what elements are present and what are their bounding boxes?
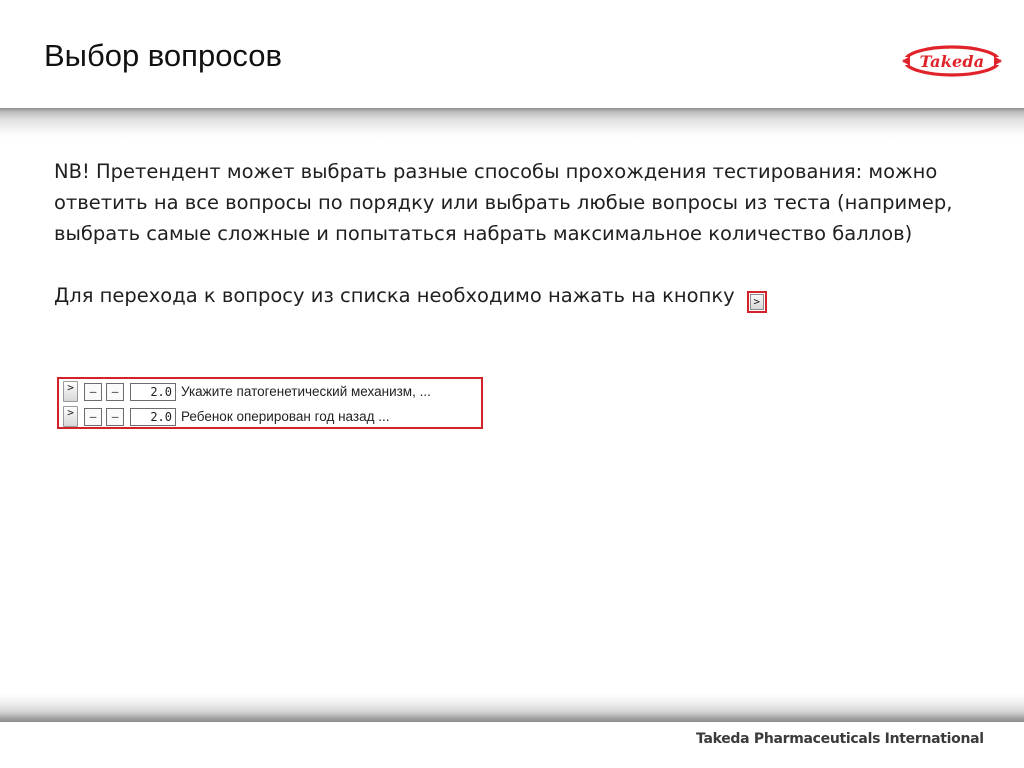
footer-divider-band bbox=[0, 694, 1024, 722]
question-option-button[interactable]: – bbox=[84, 383, 102, 401]
question-row bbox=[59, 404, 481, 429]
paragraph-spacer bbox=[54, 249, 1004, 280]
question-option-button[interactable]: – bbox=[106, 383, 124, 401]
question-text: Укажите патогенетический механизм, ... bbox=[181, 384, 431, 399]
go-to-question-button[interactable]: > bbox=[63, 406, 78, 427]
takeda-logo bbox=[900, 42, 1004, 80]
question-row bbox=[59, 379, 481, 404]
body-content bbox=[54, 156, 1004, 313]
inline-go-button[interactable]: > bbox=[750, 294, 764, 310]
nb-paragraph: NB! Претендент может выбрать разные способы прохождения тестирования: можно ответить на все вопросы по порядку или выбрать любые вопросы из теста (например, выбрать самые сложные и попытаться набрать максимальное количество баллов) bbox=[54, 160, 953, 245]
question-option-button[interactable]: – bbox=[84, 408, 102, 426]
slide-title: Выбор вопросов bbox=[44, 38, 282, 73]
go-to-question-button[interactable]: > bbox=[63, 381, 78, 402]
question-text: Ребенок оперирован год назад ... bbox=[181, 409, 390, 424]
footer-company-name: Takeda Pharmaceuticals International bbox=[696, 731, 984, 747]
question-option-button[interactable]: – bbox=[106, 408, 124, 426]
question-score: 2.0 bbox=[130, 383, 176, 401]
logo-text: Takeda bbox=[919, 51, 985, 71]
question-score: 2.0 bbox=[130, 408, 176, 426]
inline-go-button-highlight bbox=[747, 291, 767, 313]
header-divider-band bbox=[0, 108, 1024, 138]
instruction-text: Для перехода к вопросу из списка необходимо нажать на кнопку bbox=[54, 284, 735, 307]
question-list bbox=[57, 377, 483, 429]
instruction-paragraph bbox=[54, 280, 1004, 313]
